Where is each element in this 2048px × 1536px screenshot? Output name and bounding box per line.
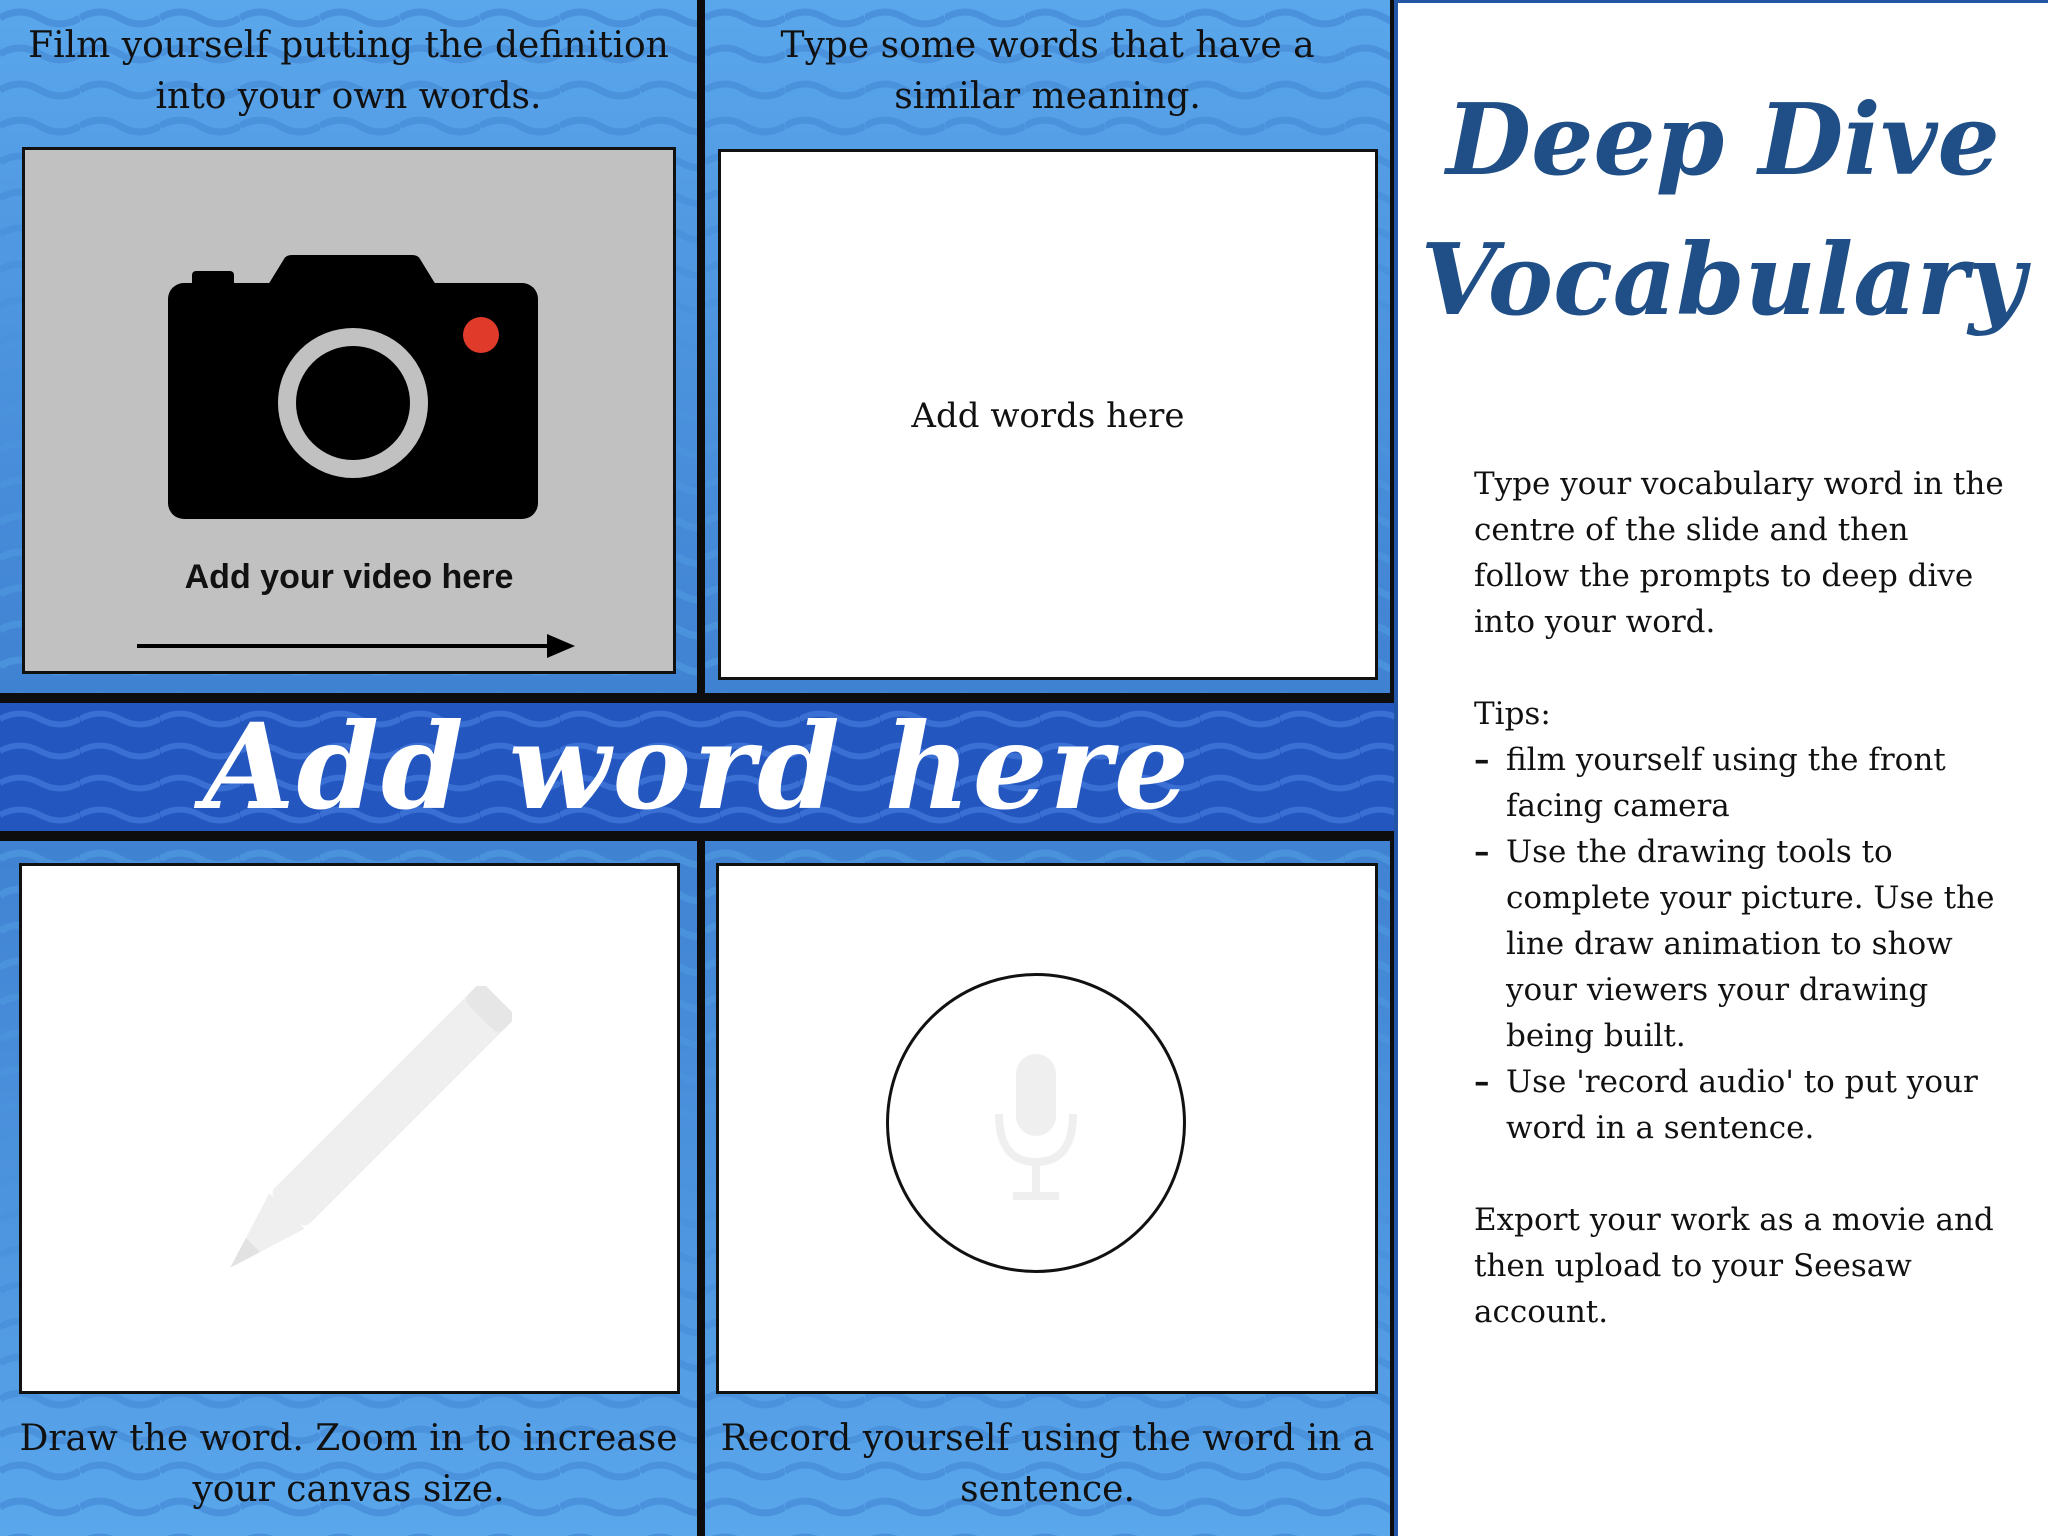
title-line2: Vocabulary xyxy=(1420,223,2026,338)
word-band xyxy=(0,698,1394,836)
synonyms-prompt-line2: similar meaning. xyxy=(894,76,1201,117)
drawing-prompt xyxy=(0,1413,697,1515)
instructions-text xyxy=(1474,461,2004,1335)
synonyms-prompt-line1: Type some words that have a xyxy=(780,25,1315,66)
audio-prompt xyxy=(705,1413,1390,1515)
video-placeholder[interactable] xyxy=(22,147,676,674)
audio-prompt-line2: sentence. xyxy=(960,1469,1135,1510)
tips-list xyxy=(1474,737,2004,1151)
instructions-panel xyxy=(1394,0,2048,1536)
synonyms-textbox[interactable] xyxy=(718,149,1378,680)
camera-icon xyxy=(168,255,538,519)
tip-item: – Use the drawing tools to complete your picture. Use the line draw animation to show your viewers your drawing being built. xyxy=(1474,829,2004,1059)
drawing-panel xyxy=(0,841,697,1536)
synonyms-placeholder: Add words here xyxy=(911,396,1185,436)
pencil-icon xyxy=(182,986,512,1316)
outro-text: Export your work as a movie and then upload to your Seesaw account. xyxy=(1474,1202,1994,1330)
drawing-prompt-line2: your canvas size. xyxy=(192,1469,505,1510)
drawing-canvas[interactable] xyxy=(19,863,680,1394)
audio-area xyxy=(716,863,1378,1394)
video-prompt-line2: into your own words. xyxy=(155,76,542,117)
tip-item: – Use 'record audio' to put your word in a sentence. xyxy=(1474,1059,2004,1151)
synonyms-panel xyxy=(705,0,1390,693)
drawing-prompt-line1: Draw the word. Zoom in to increase xyxy=(19,1418,678,1459)
intro-text: Type your vocabulary word in the centre of the slide and then follow the prompts to deep dive into your word. xyxy=(1474,466,2004,640)
tip-item: – film yourself using the front facing camera xyxy=(1474,737,2004,829)
audio-panel xyxy=(705,841,1390,1536)
record-audio-button[interactable] xyxy=(886,973,1186,1273)
video-prompt xyxy=(0,20,697,122)
vocabulary-word[interactable]: Add word here xyxy=(203,697,1191,836)
audio-prompt-line1: Record yourself using the word in a xyxy=(720,1418,1375,1459)
video-prompt-line1: Film yourself putting the definition xyxy=(28,25,669,66)
sidebar-title xyxy=(1398,71,2048,351)
synonyms-prompt xyxy=(705,20,1390,122)
title-line1: Deep Dive xyxy=(1446,83,2000,198)
arrow-right-icon xyxy=(137,631,577,661)
video-panel xyxy=(0,0,697,693)
microphone-icon xyxy=(991,1054,1081,1204)
tips-heading: Tips: xyxy=(1474,696,1551,732)
video-label: Add your video here xyxy=(184,558,514,596)
